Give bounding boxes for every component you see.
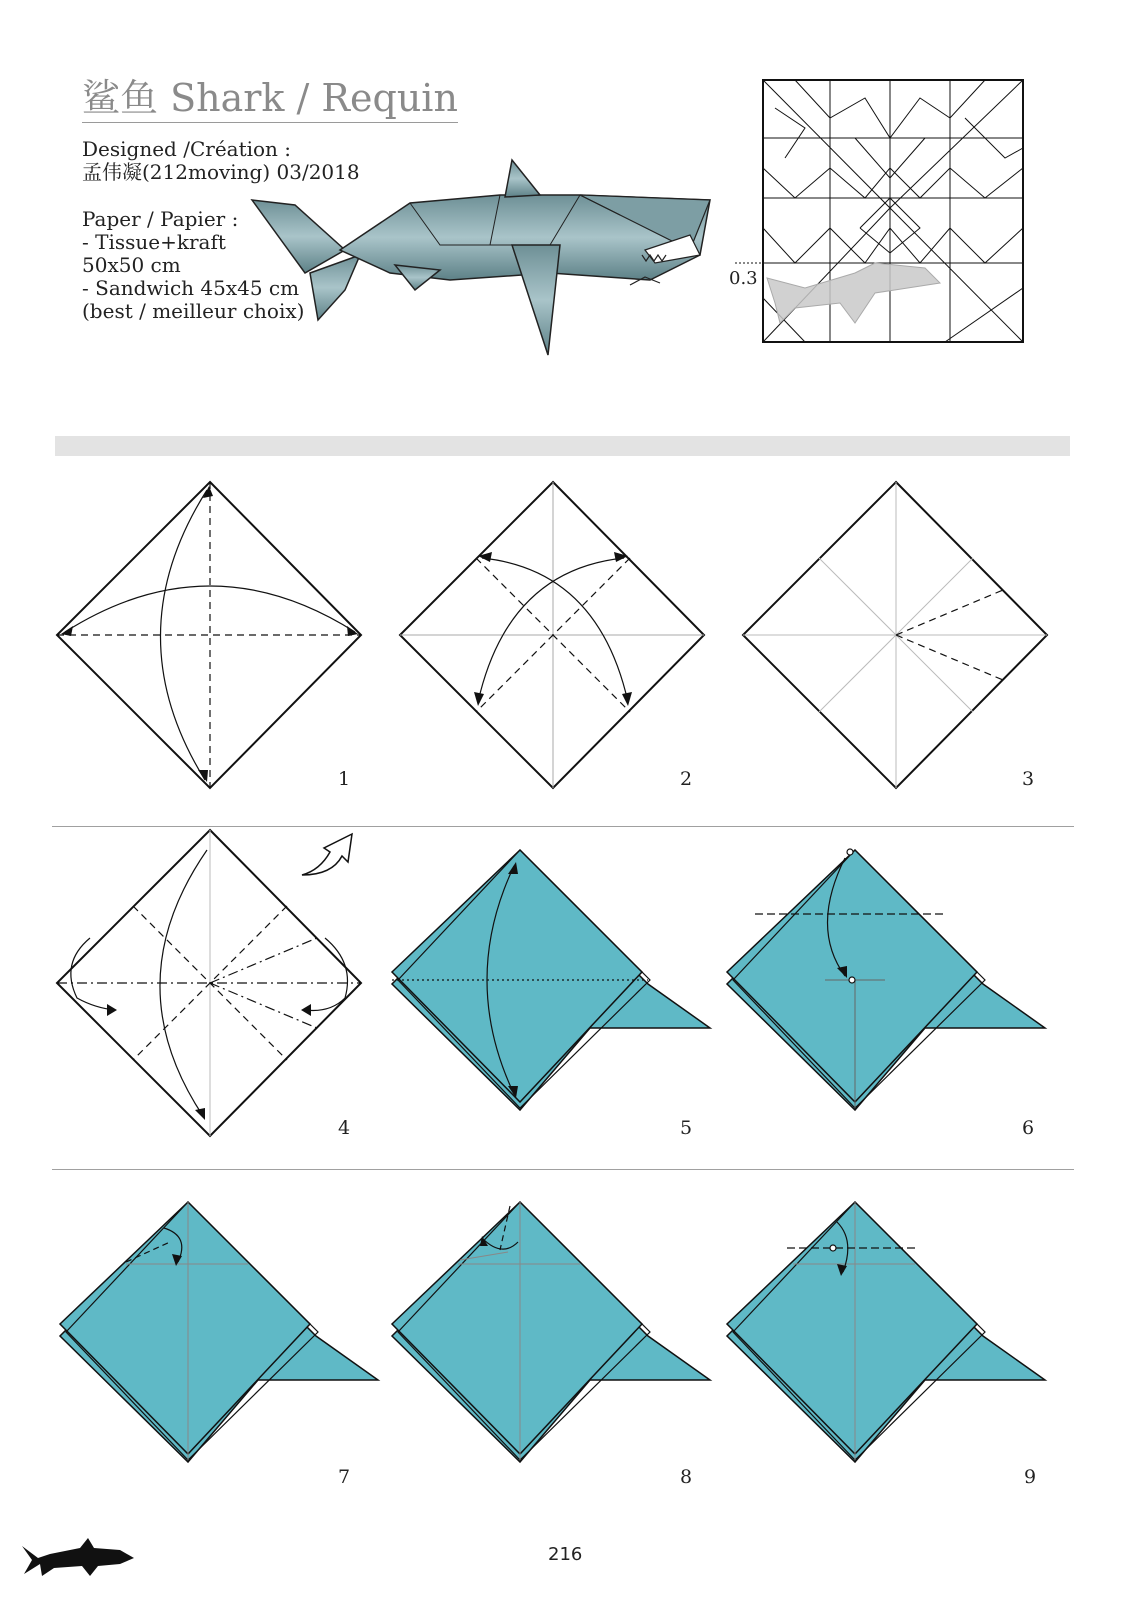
paper-line: - Tissue+kraft	[82, 230, 226, 254]
page-title: 鲨鱼 Shark / Requin	[82, 78, 458, 123]
step-9-diagram	[725, 1200, 1055, 1470]
turn-over-icon	[300, 830, 360, 880]
step-7-diagram	[58, 1200, 388, 1470]
step-5-diagram	[390, 848, 720, 1118]
step-2-diagram	[398, 480, 708, 790]
paper-line: 50x50 cm	[82, 253, 181, 277]
step-number: 1	[338, 768, 351, 790]
step-number: 2	[680, 768, 693, 790]
step-1-diagram	[55, 480, 365, 790]
row-divider	[52, 826, 1074, 827]
paper-label: Paper / Papier :	[82, 207, 239, 231]
crease-pattern-diagram	[729, 78, 1035, 348]
step-6-diagram	[725, 848, 1055, 1118]
step-number: 9	[1024, 1466, 1037, 1488]
shark-model-illustration	[250, 155, 720, 365]
step-number: 3	[1022, 768, 1035, 790]
paper-line: - Sandwich 45x45 cm	[82, 276, 300, 300]
step-number: 7	[338, 1466, 351, 1488]
step-3-diagram	[741, 480, 1051, 790]
step-8-diagram	[390, 1200, 720, 1470]
section-divider-bar	[55, 436, 1070, 456]
step-number: 5	[680, 1117, 693, 1139]
designer-name: 孟伟凝(212moving) 03/2018	[82, 160, 360, 184]
step-number: 6	[1022, 1117, 1035, 1139]
paper-line: (best / meilleur choix)	[82, 299, 305, 323]
step-number: 8	[680, 1466, 693, 1488]
page-number: 216	[548, 1544, 583, 1565]
shark-silhouette-icon	[20, 1536, 140, 1586]
designed-label: Designed /Création :	[82, 137, 292, 161]
row-divider	[52, 1169, 1074, 1170]
cp-reference-label: 0.3	[729, 268, 758, 289]
step-number: 4	[338, 1117, 351, 1139]
